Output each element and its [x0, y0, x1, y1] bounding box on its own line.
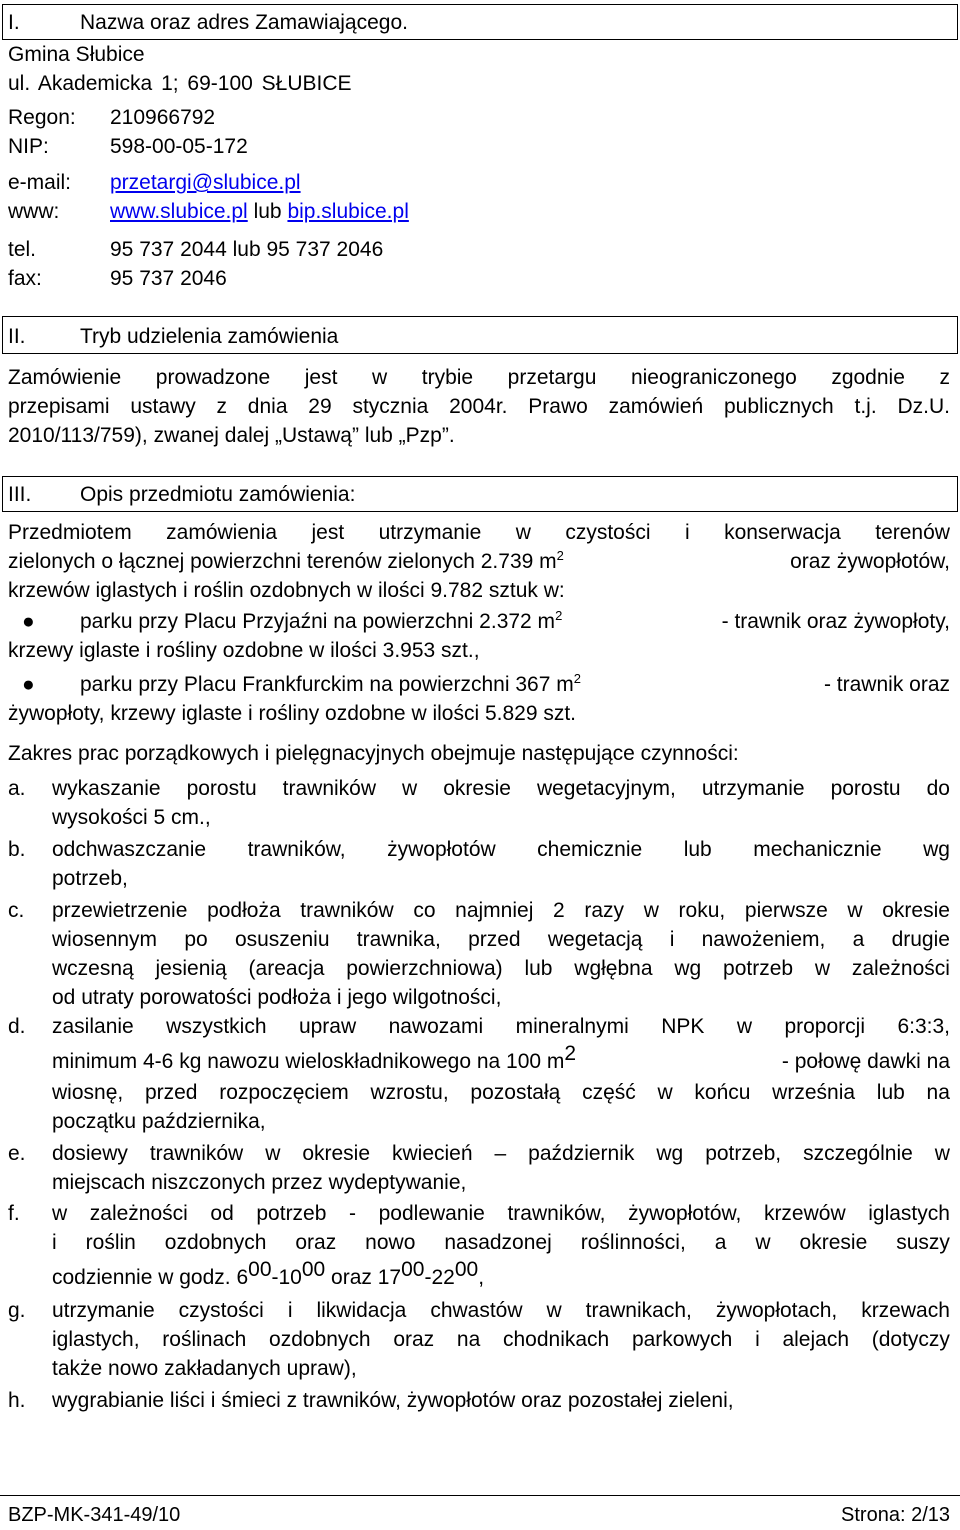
list-item-line	[52, 835, 950, 864]
page-number: Strona: 2/13	[841, 1504, 950, 1526]
word: nowo	[365, 1231, 416, 1254]
regon-value: 210966792	[110, 106, 216, 129]
word: drugie	[891, 928, 950, 951]
word: i	[669, 928, 675, 951]
word: w	[546, 1299, 562, 1322]
word: z	[939, 366, 950, 389]
email-link[interactable]: przetargi@slubice.pl	[110, 171, 301, 194]
word: proporcji	[784, 1015, 865, 1038]
www-label: www:	[8, 200, 60, 223]
list-item-line	[52, 1354, 950, 1383]
list-item-line	[52, 925, 950, 954]
list-item-line	[52, 803, 950, 832]
section-2-paragraph-line-3: 2010/113/759), zwanej dalej „Ustawą” lub „Pzp”.	[8, 424, 455, 447]
word: nawożeniem,	[701, 928, 826, 951]
word: Dz.U.	[897, 395, 950, 418]
word: trawników,	[507, 1202, 606, 1225]
word: czystości	[178, 1299, 264, 1322]
word: chwastów	[430, 1299, 523, 1322]
list-item-line	[52, 1078, 950, 1107]
word: zamówień	[608, 395, 704, 418]
word: krzewów	[763, 1202, 846, 1225]
word: Zamówienie	[8, 366, 122, 389]
nip-value: 598-00-05-172	[110, 135, 248, 158]
word: utrzymanie	[52, 1299, 155, 1322]
word: 2	[553, 899, 565, 922]
word: NPK	[661, 1015, 705, 1038]
list-item-text: minimum 4-6 kg nawozu wieloskładnikowego na 100 $m^2$	[52, 1042, 577, 1073]
word: chemicznie	[537, 838, 643, 861]
word: zamówienia	[166, 521, 278, 544]
word: ozdobnych	[164, 1231, 267, 1254]
word: (dotyczy	[871, 1328, 950, 1351]
word: w	[265, 1142, 281, 1165]
word: terenów	[875, 521, 950, 544]
nip-label: NIP:	[8, 135, 49, 158]
bullet-icon: ●	[22, 610, 35, 633]
word: i	[684, 521, 690, 544]
word: wegetacją	[547, 928, 643, 951]
word: 29	[308, 395, 332, 418]
word: w	[736, 1015, 753, 1038]
list-item-line	[52, 896, 950, 925]
word: upraw	[298, 1015, 357, 1038]
list-item-line	[52, 1042, 950, 1076]
word: nieograniczonego	[630, 366, 797, 389]
word: w	[52, 1202, 68, 1225]
word: odchwaszczanie	[52, 838, 207, 861]
word: osuszeniu	[234, 928, 330, 951]
word: alejach	[782, 1328, 850, 1351]
word: w	[847, 899, 863, 922]
word: szczególnie	[803, 1142, 913, 1165]
word: na	[456, 1328, 481, 1351]
word: nasadzonej	[444, 1231, 552, 1254]
word: potrzeb,	[705, 1142, 782, 1165]
word: oraz	[393, 1328, 435, 1351]
word: jest	[311, 521, 345, 544]
word: lub	[683, 838, 712, 861]
word: końcu	[694, 1081, 751, 1104]
word: potrzeb	[256, 1202, 327, 1225]
word: powierzchniowa)	[346, 957, 503, 980]
word: po	[184, 928, 208, 951]
word: żywopłotów,	[628, 1202, 742, 1225]
word: co	[413, 899, 436, 922]
word: od	[210, 1202, 234, 1225]
word: roślinności,	[580, 1231, 686, 1254]
list-item-line	[52, 1199, 950, 1228]
word: Przedmiotem	[8, 521, 132, 544]
word: (areacja	[248, 957, 325, 980]
footer-divider	[0, 1495, 960, 1496]
word: wczesną	[52, 957, 134, 980]
word: pozostałą	[470, 1081, 561, 1104]
word: zasilanie	[52, 1015, 134, 1038]
word: część	[582, 1081, 636, 1104]
paragraph-text: - trawnik oraz	[823, 673, 950, 696]
word: t.j.	[854, 395, 877, 418]
list-item-letter: b.	[8, 838, 26, 861]
section-2-paragraph-line-1	[8, 363, 950, 392]
word: trawników	[282, 777, 377, 800]
list-item-line	[52, 1296, 950, 1325]
word: najmniej	[455, 899, 534, 922]
word: czystości	[565, 521, 651, 544]
list-item-text: początku października,	[52, 1110, 266, 1133]
word: trawnika,	[356, 928, 441, 951]
word: porostu	[830, 777, 901, 800]
word: lub	[524, 957, 553, 980]
word: września	[772, 1081, 856, 1104]
www-separator: lub	[253, 200, 282, 223]
word: 2004r.	[449, 395, 508, 418]
word: w	[934, 1142, 950, 1165]
list-item-line	[52, 1325, 950, 1354]
section-2-number: II.	[8, 325, 26, 348]
word: wiosennym	[52, 928, 158, 951]
word: roślin	[85, 1231, 136, 1254]
word: mechanicznie	[753, 838, 882, 861]
list-item-letter: c.	[8, 899, 25, 922]
word: razy	[584, 899, 625, 922]
section-3-number: III.	[8, 483, 32, 506]
word: iglastych,	[52, 1328, 140, 1351]
list-item-text: od utraty porowatości podłoża i jego wilgotności,	[52, 986, 502, 1009]
paragraph-text: - trawnik oraz żywopłoty,	[721, 610, 950, 633]
word: parkowych	[631, 1328, 733, 1351]
word: okresie	[443, 777, 511, 800]
word: trybie	[421, 366, 474, 389]
word: do	[926, 777, 950, 800]
word: likwidacja	[316, 1299, 407, 1322]
list-item-letter: d.	[8, 1015, 26, 1038]
section-1-title: Nazwa oraz adres Zamawiającego.	[80, 11, 408, 34]
word: suszy	[896, 1231, 950, 1254]
tel-label: tel.	[8, 238, 37, 261]
word: okresie	[799, 1231, 868, 1254]
word: lub	[876, 1081, 905, 1104]
word: przepisami	[8, 395, 110, 418]
section-3-title: Opis przedmiotu zamówienia:	[80, 483, 356, 506]
word: przed	[144, 1081, 198, 1104]
word: okresie	[882, 899, 950, 922]
list-item-letter: a.	[8, 777, 26, 800]
word: konserwacja	[724, 521, 841, 544]
word: żywopłotach,	[715, 1299, 838, 1322]
list-item-line	[52, 774, 950, 803]
word: wg	[674, 957, 702, 980]
word: w	[643, 899, 659, 922]
list-item-letter: e.	[8, 1142, 26, 1165]
list-item-line: codziennie w godz. $6^{00}-10^{00}$ oraz $17^{00}-22^{00}$,	[52, 1258, 485, 1289]
list-item-letter: f.	[8, 1202, 20, 1225]
word: zależności	[89, 1202, 188, 1225]
word: zgodnie	[831, 366, 905, 389]
bullet-item-2-line-2: żywopłoty, krzewy iglaste i rośliny ozdobne w ilości 5.829 szt.	[8, 702, 577, 725]
word: trawników,	[247, 838, 346, 861]
word: wszystkich	[166, 1015, 267, 1038]
word: żywopłotów	[387, 838, 496, 861]
list-item-letter: h.	[8, 1389, 26, 1412]
list-item-text: miejscach niszczonych przez wydeptywanie,	[52, 1171, 467, 1194]
word: a	[852, 928, 865, 951]
orderer-address: ul. Akademicka 1; 69-100 SŁUBICE	[8, 72, 352, 95]
bullet-item-1-line-1	[80, 607, 950, 636]
word: wg	[656, 1142, 684, 1165]
fax-value: 95 737 2046	[110, 267, 227, 290]
section-3-paragraph-line-3: krzewów iglastych i roślin ozdobnych w ilości 9.782 sztuk w:	[8, 579, 565, 602]
word: trawnikach,	[585, 1299, 692, 1322]
word: zależności	[851, 957, 950, 980]
word: wgłębna	[574, 957, 653, 980]
word: okresie	[302, 1142, 371, 1165]
list-item-text: wysokości 5 cm.,	[52, 806, 211, 829]
word: w	[657, 1081, 673, 1104]
paragraph-text: parku przy Placu Przyjaźni na powierzchni 2.372 $m^2$	[80, 608, 563, 633]
word: prowadzone	[155, 366, 271, 389]
paragraph-text: parku przy Placu Frankfurckim na powierzchni 367 $m^2$	[80, 671, 581, 696]
word: jesienią	[155, 957, 227, 980]
bullet-item-2-line-1	[80, 670, 950, 699]
paragraph-text: zielonych o łącznej powierzchni terenów zielonych 2.739 $m^2$	[8, 548, 564, 573]
word: roku,	[678, 899, 726, 922]
word: wykaszanie	[52, 777, 161, 800]
word: krzewach	[861, 1299, 950, 1322]
word: podłoża	[207, 899, 281, 922]
word: przetargu	[507, 366, 597, 389]
tel-value: 95 737 2044 lub 95 737 2046	[110, 238, 384, 261]
list-item-line	[52, 1386, 950, 1415]
www-link[interactable]: www.slubice.pl	[110, 200, 248, 223]
section-2-paragraph-line-2	[8, 392, 950, 421]
bullet-icon: ●	[22, 673, 35, 696]
word: porostu	[186, 777, 257, 800]
word: mineralnymi	[515, 1015, 629, 1038]
www-value	[110, 197, 409, 226]
word: podlewanie	[378, 1202, 485, 1225]
word: rozpoczęciem	[219, 1081, 349, 1104]
scope-intro: Zakres prac porządkowych i pielęgnacyjnych obejmuje następujące czynności:	[8, 742, 739, 765]
email-label: e-mail:	[8, 171, 72, 194]
list-item-line	[52, 1012, 950, 1041]
section-3-paragraph-line-2	[8, 547, 950, 576]
list-item-line	[52, 983, 950, 1012]
word: w	[372, 366, 388, 389]
word: wegetacyjnym,	[536, 777, 676, 800]
word: dosiewy	[52, 1142, 128, 1165]
word: kwiecień	[392, 1142, 473, 1165]
word: i	[755, 1328, 760, 1351]
regon-label: Regon:	[8, 106, 76, 129]
list-item-line	[52, 1228, 950, 1257]
list-item-text: także nowo zakładanych upraw),	[52, 1357, 357, 1380]
list-item-line	[52, 1139, 950, 1168]
word: -	[349, 1202, 357, 1225]
word: z	[216, 395, 227, 418]
word: pierwsze	[744, 899, 828, 922]
word: a	[714, 1231, 727, 1254]
word: wzrostu,	[370, 1081, 449, 1104]
word: iglastych	[868, 1202, 950, 1225]
word: i	[287, 1299, 293, 1322]
section-1-number: I.	[8, 11, 20, 34]
word: w	[515, 521, 531, 544]
list-item-line	[52, 864, 950, 893]
word: wiosnę,	[52, 1081, 124, 1104]
word: potrzeb	[723, 957, 794, 980]
word: przed	[468, 928, 521, 951]
word: w	[402, 777, 418, 800]
fax-label: fax:	[8, 267, 42, 290]
word: stycznia	[352, 395, 429, 418]
list-item-line	[52, 1168, 950, 1197]
word: w	[755, 1231, 771, 1254]
word: przewietrzenie	[52, 899, 188, 922]
word: i	[52, 1231, 57, 1254]
list-item-letter: g.	[8, 1299, 26, 1322]
word: w	[814, 957, 831, 980]
orderer-name: Gmina Słubice	[8, 43, 145, 66]
word: nawozami	[388, 1015, 484, 1038]
word: trawników	[149, 1142, 244, 1165]
word: na	[926, 1081, 950, 1104]
word: roślinach	[162, 1328, 247, 1351]
section-2-title: Tryb udzielenia zamówienia	[80, 325, 339, 348]
word: chodnikach	[502, 1328, 610, 1351]
word: jest	[304, 366, 338, 389]
word: wg	[923, 838, 950, 861]
word: trawników	[300, 899, 394, 922]
list-item-text: potrzeb,	[52, 867, 128, 890]
word: publicznych	[723, 395, 834, 418]
bullet-item-1-line-2: krzewy iglaste i rośliny ozdobne w ilości 3.953 szt.,	[8, 639, 480, 662]
word: utrzymanie	[701, 777, 805, 800]
bip-link[interactable]: bip.slubice.pl	[287, 200, 409, 223]
word: –	[494, 1142, 507, 1165]
word: utrzymanie	[378, 521, 482, 544]
paragraph-text: oraz żywopłotów,	[790, 550, 950, 573]
list-item-line	[52, 1107, 950, 1136]
word: ustawy	[130, 395, 196, 418]
word: Prawo	[528, 395, 588, 418]
word: 6:3:3,	[897, 1015, 950, 1038]
list-item-text: - połowę dawki na	[781, 1050, 950, 1073]
word: ozdobnych	[269, 1328, 371, 1351]
word: dnia	[247, 395, 288, 418]
word: oraz	[295, 1231, 337, 1254]
list-item-text: wygrabianie liści i śmieci z trawników, żywopłotów oraz pozostałej zieleni,	[52, 1389, 734, 1412]
word: październik	[528, 1142, 635, 1165]
list-item-line	[52, 954, 950, 983]
section-3-paragraph-line-1	[8, 518, 950, 547]
document-id: BZP-MK-341-49/10	[8, 1504, 181, 1526]
